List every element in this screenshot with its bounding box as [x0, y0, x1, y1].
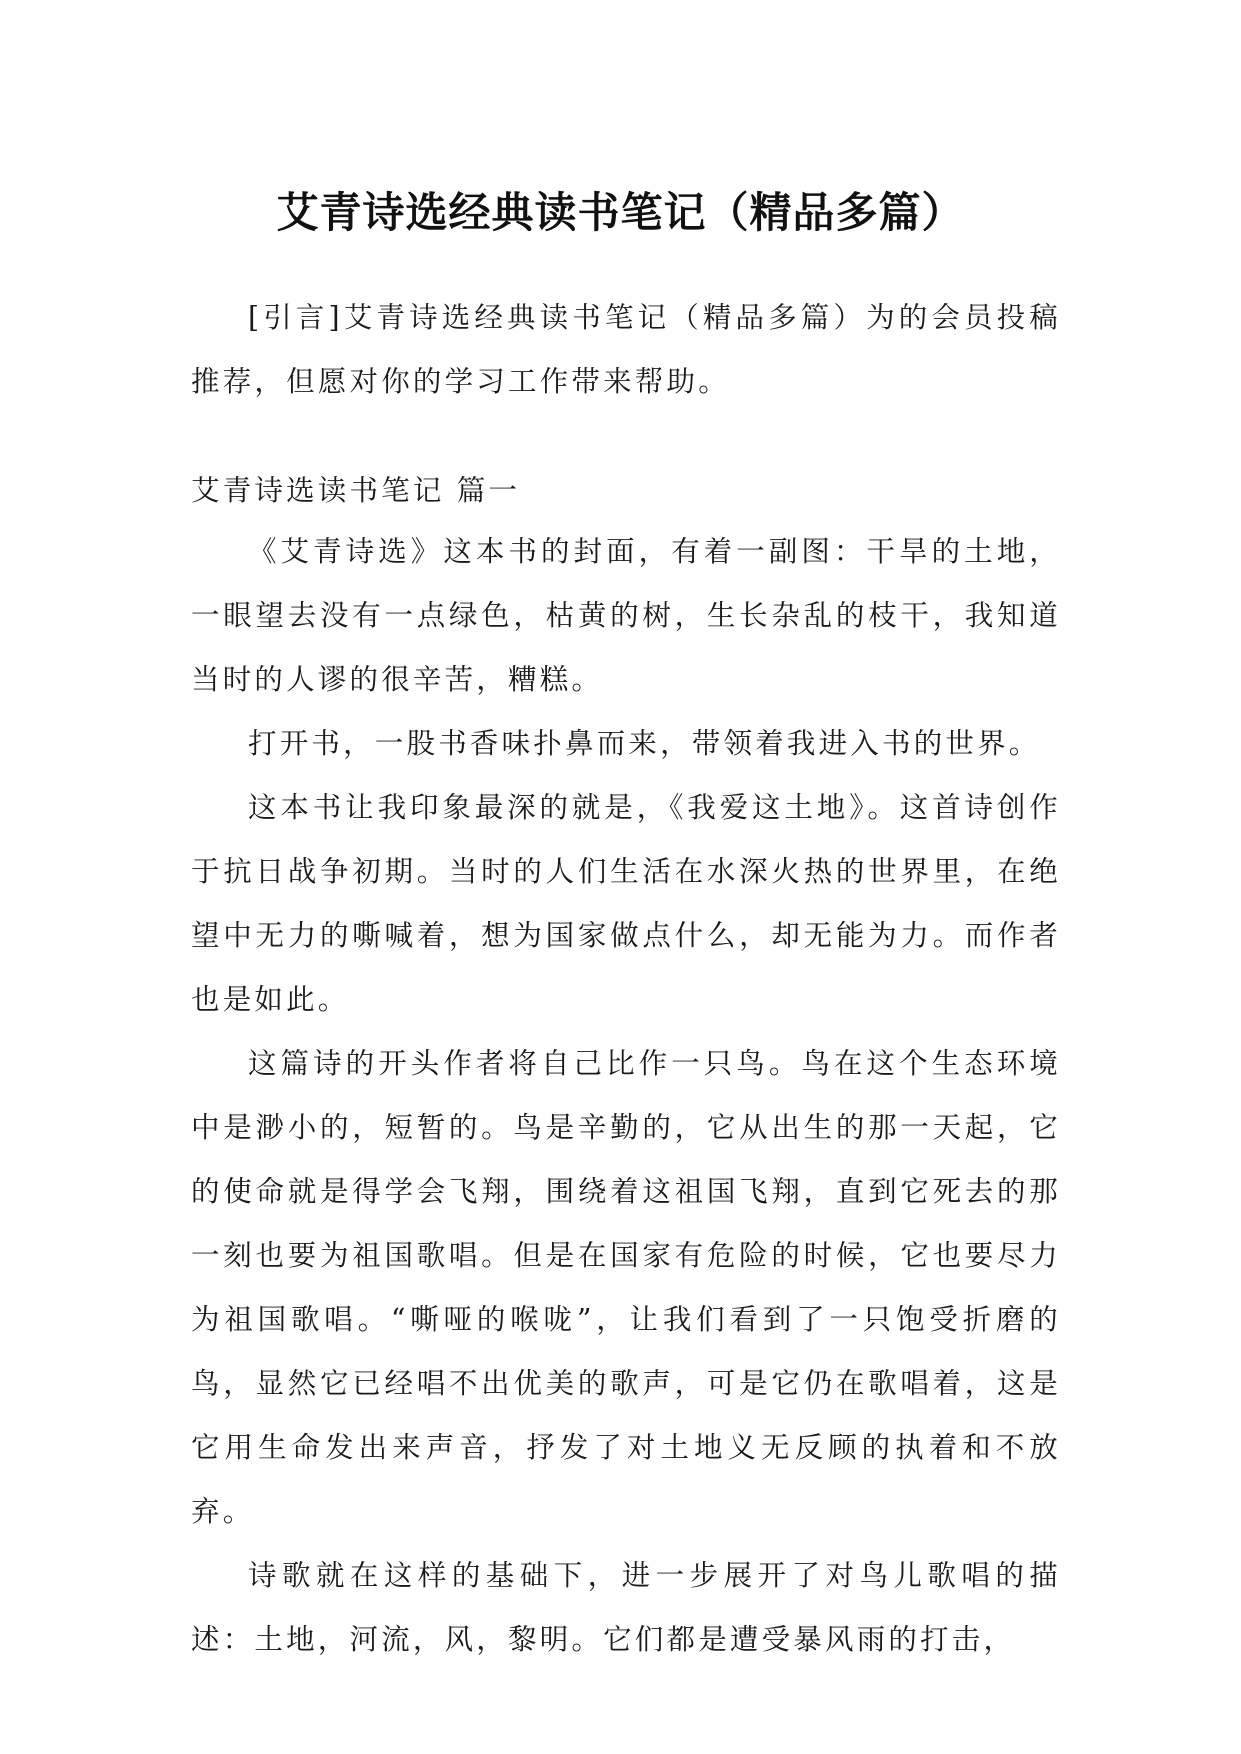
paragraph: 这本书让我印象最深的就是，《我爱这土地》。这首诗创作于抗日战争初期。当时的人们生活在水深火热的世界里，在绝望中无力的嘶喊着，想为国家做点什么，却无能为力。而作者也是如此。: [191, 791, 1061, 1016]
intro-paragraph: [引言]艾青诗选经典读书笔记（精品多篇）为的会员投稿推荐，但愿对你的学习工作带来帮助。: [191, 301, 1061, 398]
paragraph: 打开书，一股书香味扑鼻而来，带领着我进入书的世界。: [248, 727, 1041, 760]
section-content: [191, 520, 1061, 1672]
document-title: 艾青诗选经典读书笔记（精品多篇）: [276, 188, 965, 238]
paragraph: 诗歌就在这样的基础下，进一步展开了对鸟儿歌唱的描述：土地，河流，风，黎明。它们都是遭受暴风雨的打击，: [191, 1559, 1061, 1656]
section-heading: 艾青诗选读书笔记 篇一: [191, 474, 521, 507]
paragraph: 《艾青诗选》这本书的封面，有着一副图：干旱的土地，一眼望去没有一点绿色，枯黄的树，生长杂乱的枝干，我知道当时的人谬的很辛苦，糟糕。: [191, 535, 1061, 696]
paragraph: 这篇诗的开头作者将自己比作一只鸟。鸟在这个生态环境中是渺小的，短暂的。鸟是辛勤的，它从出生的那一天起，它的使命就是得学会飞翔，围绕着这祖国飞翔，直到它死去的那一刻也要为祖国歌唱。但是在国家有危险的时候，它也要尽力为祖国歌唱。“嘶哑的喉咙”，让我们看到了一只饱受折磨的鸟，显然它已经唱不出优美的歌声，可是它仍在歌唱着，这是它用生命发出来声音，抒发了对土地义无反顾的执着和不放弃。: [191, 1047, 1061, 1528]
intro-block: [191, 286, 1061, 414]
